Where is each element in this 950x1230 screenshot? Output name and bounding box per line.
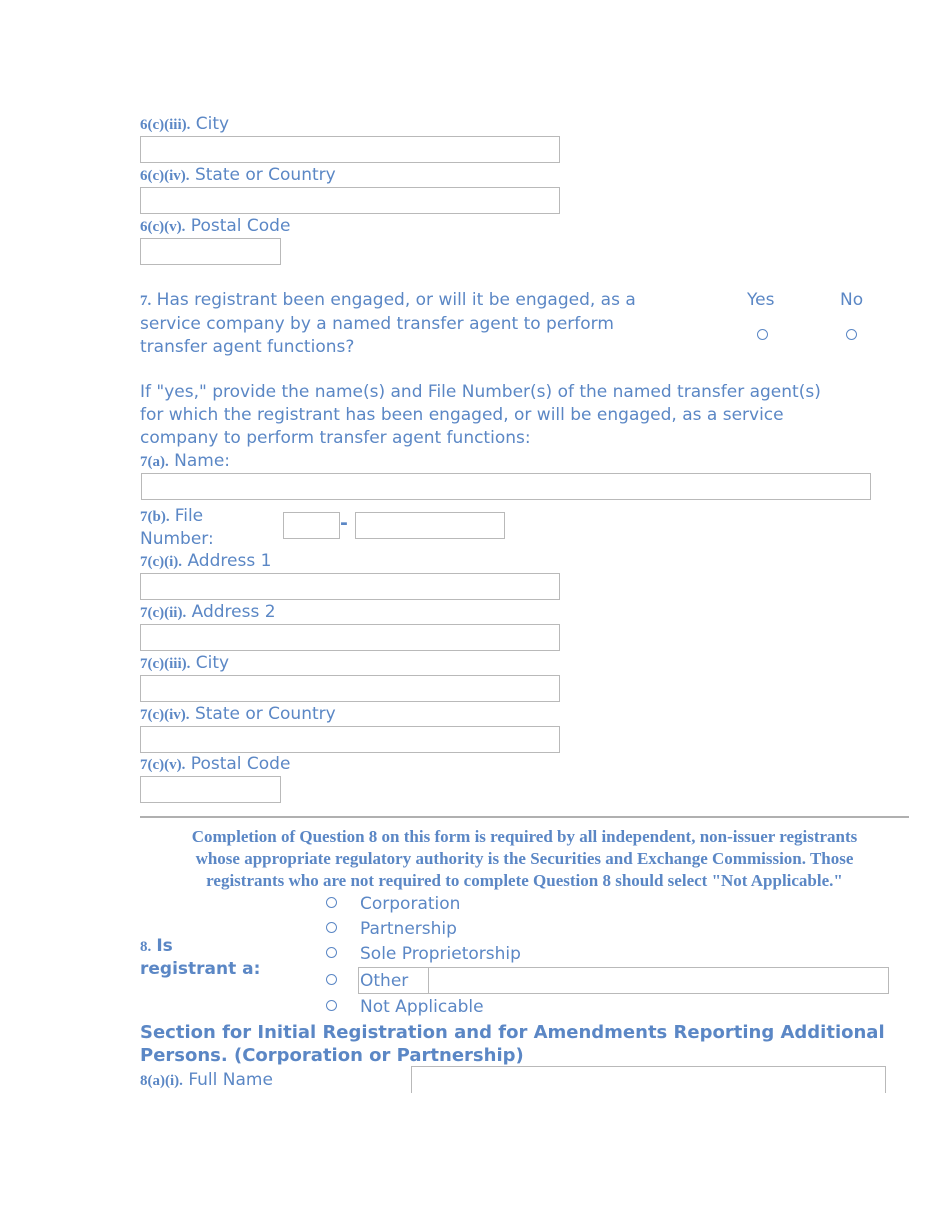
q7-question (140, 289, 730, 359)
q7a-name-input[interactable] (141, 473, 871, 500)
q7a-text: Name: (174, 451, 231, 471)
q7-question-line1: Has registrant been engaged, or will it be engaged, as a (156, 290, 636, 310)
q8-corporation-label: Corporation (360, 894, 461, 914)
q6-state-number: 6(c)(iv). (140, 168, 190, 184)
q7c-state-number: 7(c)(iv). (140, 707, 190, 723)
q7c-state-input[interactable] (140, 726, 560, 753)
q7c-postal-number: 7(c)(v). (140, 757, 186, 773)
q7a-name-label (140, 451, 230, 472)
q8-notice (140, 826, 909, 892)
q6-city-label (140, 114, 229, 135)
q8a-number: 8(a)(i). (140, 1073, 183, 1089)
q8a-fullname-input[interactable] (411, 1066, 886, 1093)
q8-sole-proprietorship-label: Sole Proprietorship (360, 944, 521, 964)
q7c-postal-input[interactable] (140, 776, 281, 803)
q6-state-input[interactable] (140, 187, 560, 214)
q7-number: 7. (140, 293, 152, 309)
q7c-city-number: 7(c)(iii). (140, 656, 191, 672)
q7-yes-label: Yes (747, 290, 775, 310)
q7b-text-line2: Number: (140, 529, 214, 549)
q7b-file-dash: - (340, 512, 348, 534)
q8-corporation-radio[interactable] (326, 897, 337, 908)
q6-postal-text: Postal Code (190, 216, 291, 236)
q6-city-text: City (195, 114, 230, 134)
q7-yes-radio[interactable] (757, 329, 768, 340)
q7c-addr1-text: Address 1 (187, 551, 272, 571)
q7-ifyes-line3: company to perform transfer agent functions: (140, 428, 531, 448)
q8-partnership-label: Partnership (360, 919, 457, 939)
q6-postal-number: 6(c)(v). (140, 219, 186, 235)
q7c-addr1-label (140, 551, 271, 572)
q6-postal-label (140, 216, 290, 237)
q8-notice-line2: whose appropriate regulatory authority is the Securities and Exchange Commission. Those (195, 849, 854, 868)
q7-question-line2: service company by a named transfer agent to perform (140, 314, 614, 334)
q7c-addr2-number: 7(c)(ii). (140, 605, 187, 621)
q7c-addr2-input[interactable] (140, 624, 560, 651)
q8-notice-line1: Completion of Question 8 on this form is required by all independent, non-issuer registrants (191, 827, 858, 846)
q8-number: 8. (140, 939, 152, 955)
section-heading (140, 1021, 885, 1067)
q7-ifyes-line2: for which the registrant has been engaged, or will be engaged, as a service (140, 405, 784, 425)
q6-city-input[interactable] (140, 136, 560, 163)
section-heading-line2: Persons. (Corporation or Partnership) (140, 1045, 524, 1066)
section-divider (140, 816, 909, 818)
q7c-postal-text: Postal Code (190, 754, 291, 774)
q8-other-label: Other (360, 971, 409, 991)
q7c-postal-label (140, 754, 290, 775)
q7c-addr2-label (140, 602, 276, 623)
q6-postal-input[interactable] (140, 238, 281, 265)
q8a-fullname-label (140, 1070, 273, 1091)
q6-city-number: 6(c)(iii). (140, 117, 191, 133)
q7c-city-text: City (195, 653, 230, 673)
q6-state-label (140, 165, 336, 186)
q8-partnership-radio[interactable] (326, 922, 337, 933)
q8-sole-proprietorship-radio[interactable] (326, 947, 337, 958)
q7c-state-text: State or Country (194, 704, 336, 724)
q7b-file-suffix-input[interactable] (355, 512, 505, 539)
q8a-text: Full Name (188, 1070, 273, 1090)
q7b-number: 7(b). (140, 509, 170, 525)
q7b-file-prefix-input[interactable] (283, 512, 340, 539)
q7c-state-label (140, 704, 336, 725)
q8-other-input[interactable] (428, 967, 889, 994)
q7c-addr1-number: 7(c)(i). (140, 554, 183, 570)
section-heading-line1: Section for Initial Registration and for Amendments Reporting Additional (140, 1022, 885, 1043)
q7c-city-label (140, 653, 229, 674)
q7c-city-input[interactable] (140, 675, 560, 702)
q7b-file-label (140, 505, 214, 550)
q8-label-line2: registrant a: (140, 959, 261, 979)
q7c-addr1-input[interactable] (140, 573, 560, 600)
q7a-number: 7(a). (140, 454, 169, 470)
q7-ifyes-instructions (140, 381, 910, 450)
q7b-text-line1: File (174, 506, 204, 526)
q8-not-applicable-radio[interactable] (326, 1000, 337, 1011)
q7-no-radio[interactable] (846, 329, 857, 340)
q8-label-line1: Is (156, 936, 173, 956)
q7-ifyes-line1: If "yes," provide the name(s) and File Number(s) of the named transfer agent(s) (140, 382, 821, 402)
q6-state-text: State or Country (194, 165, 336, 185)
q7-question-line3: transfer agent functions? (140, 337, 355, 357)
q8-other-radio[interactable] (326, 974, 337, 985)
q8-label (140, 935, 260, 980)
q7c-addr2-text: Address 2 (191, 602, 276, 622)
q8-notice-line3: registrants who are not required to complete Question 8 should select "Not Applicable." (206, 871, 843, 890)
q8-not-applicable-label: Not Applicable (360, 997, 484, 1017)
q7-no-label: No (840, 290, 864, 310)
